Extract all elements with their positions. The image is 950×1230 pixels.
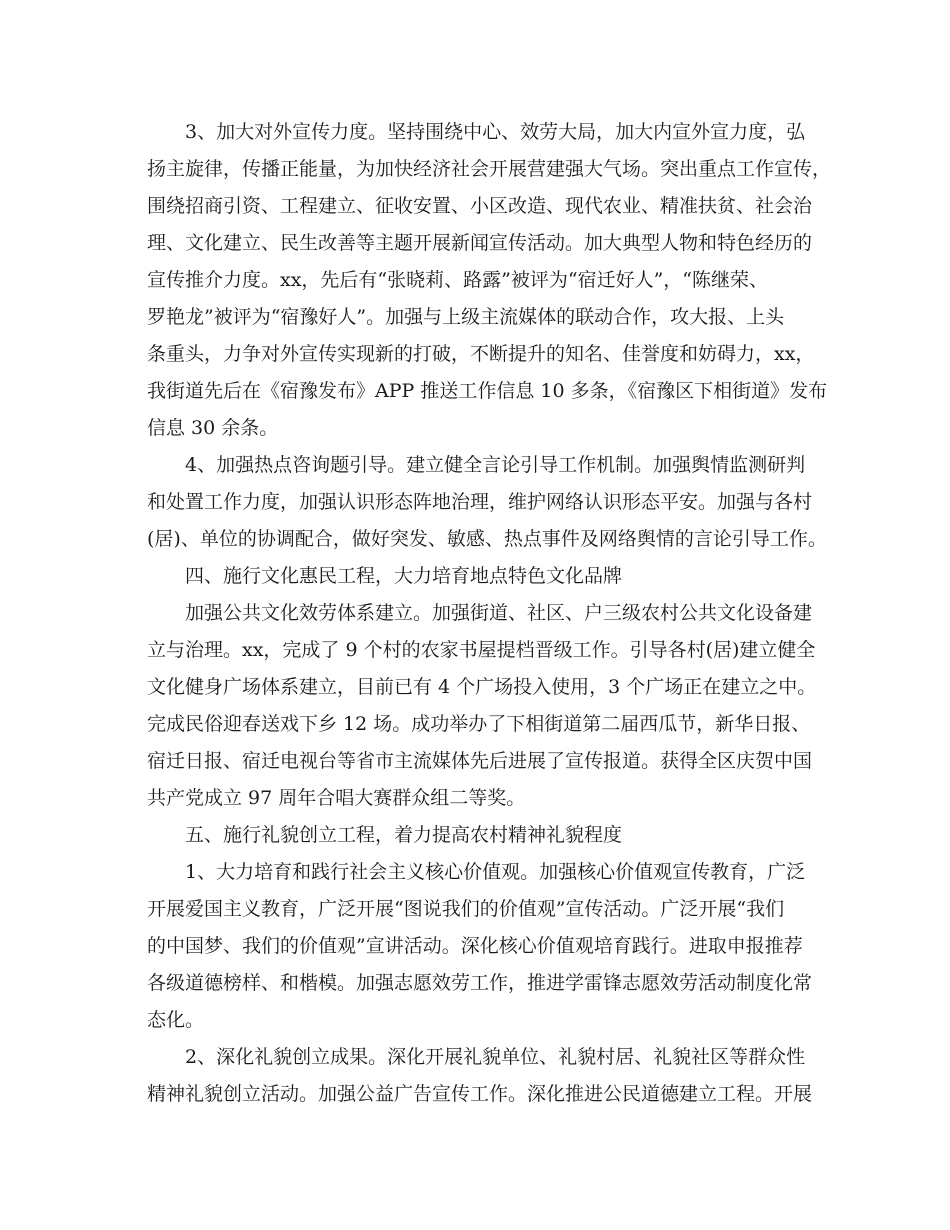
text-line: 开展爱国主义教育，广泛开展“图说我们的价值观”宣传活动。广泛开展“我们 <box>147 898 785 920</box>
text-line: 立与治理。xx，完成了 9 个村的农家书屋提档晋级工作。引导各村(居)建立健全 <box>147 639 816 661</box>
text-line: 我街道先后在《宿豫发布》APP 推送工作信息 10 多条，《宿豫区下相街道》发布 <box>147 380 828 402</box>
text-line: 加强公共文化效劳体系建立。加强街道、社区、户三级农村公共文化设备建 <box>185 602 813 624</box>
text-line: 罗艳龙”被评为“宿豫好人”。加强与上级主流媒体的联动合作，攻大报、上头 <box>147 306 785 328</box>
text-line: 4、加强热点咨询题引导。建立健全言论引导工作机制。加强舆情监测研判 <box>185 454 806 476</box>
text-line: 条重头，力争对外宣传实现新的打破，不断提升的知名、佳誉度和妨碍力，xx， <box>147 343 815 365</box>
text-line: 1、大力培育和践行社会主义核心价值观。加强核心价值观宣传教育，广泛 <box>185 861 806 883</box>
text-line: 理、文化建立、民生改善等主题开展新闻宣传活动。加大典型人物和特色经历的 <box>147 232 813 254</box>
text-line: 2、深化礼貌创立成果。深化开展礼貌单位、礼貌村居、礼貌社区等群众性 <box>185 1046 806 1068</box>
text-line: 的中国梦、我们的价值观”宣讲活动。深化核心价值观培育践行。进取申报推荐 <box>147 935 803 957</box>
text-line: 信息 30 余条。 <box>147 417 279 439</box>
text-line: 宿迁日报、宿迁电视台等省市主流媒体先后进展了宣传报道。获得全区庆贺中国 <box>147 750 813 772</box>
text-line: 态化。 <box>147 1009 205 1031</box>
text-line: 共产党成立 97 周年合唱大赛群众组二等奖。 <box>147 787 526 809</box>
section-heading: 五、施行礼貌创立工程，着力提高农村精神礼貌程度 <box>185 824 623 846</box>
section-heading: 四、施行文化惠民工程，大力培育地点特色文化品牌 <box>185 565 623 587</box>
text-line: 文化健身广场体系建立，目前已有 4 个广场投入使用，3 个广场正在建立之中。 <box>147 676 817 698</box>
text-line: 3、加大对外宣传力度。坚持围绕中心、效劳大局，加大内宣外宣力度，弘 <box>185 121 806 143</box>
text-line: 和处置工作力度，加强认识形态阵地治理，维护网络认识形态平安。加强与各村 <box>147 491 813 513</box>
text-line: 完成民俗迎春送戏下乡 12 场。成功举办了下相街道第二届西瓜节，新华日报、 <box>147 713 811 735</box>
text-line: 围绕招商引资、工程建立、征收安置、小区改造、现代农业、精准扶贫、社会治 <box>147 195 813 217</box>
text-line: 扬主旋律，传播正能量，为加快经济社会开展营建强大气场。突出重点工作宣传， <box>147 158 832 180</box>
text-line: 精神礼貌创立活动。加强公益广告宣传工作。深化推进公民道德建立工程。开展 <box>147 1083 813 1105</box>
text-line: 各级道德榜样、和楷模。加强志愿效劳工作，推进学雷锋志愿效劳活动制度化常 <box>147 972 813 994</box>
text-line: 宣传推介力度。xx，先后有“张晓莉、路露”被评为“宿迁好人”，“陈继荣、 <box>147 269 768 291</box>
text-line: (居)、单位的协调配合，做好突发、敏感、热点事件及网络舆情的言论引导工作。 <box>147 528 827 550</box>
